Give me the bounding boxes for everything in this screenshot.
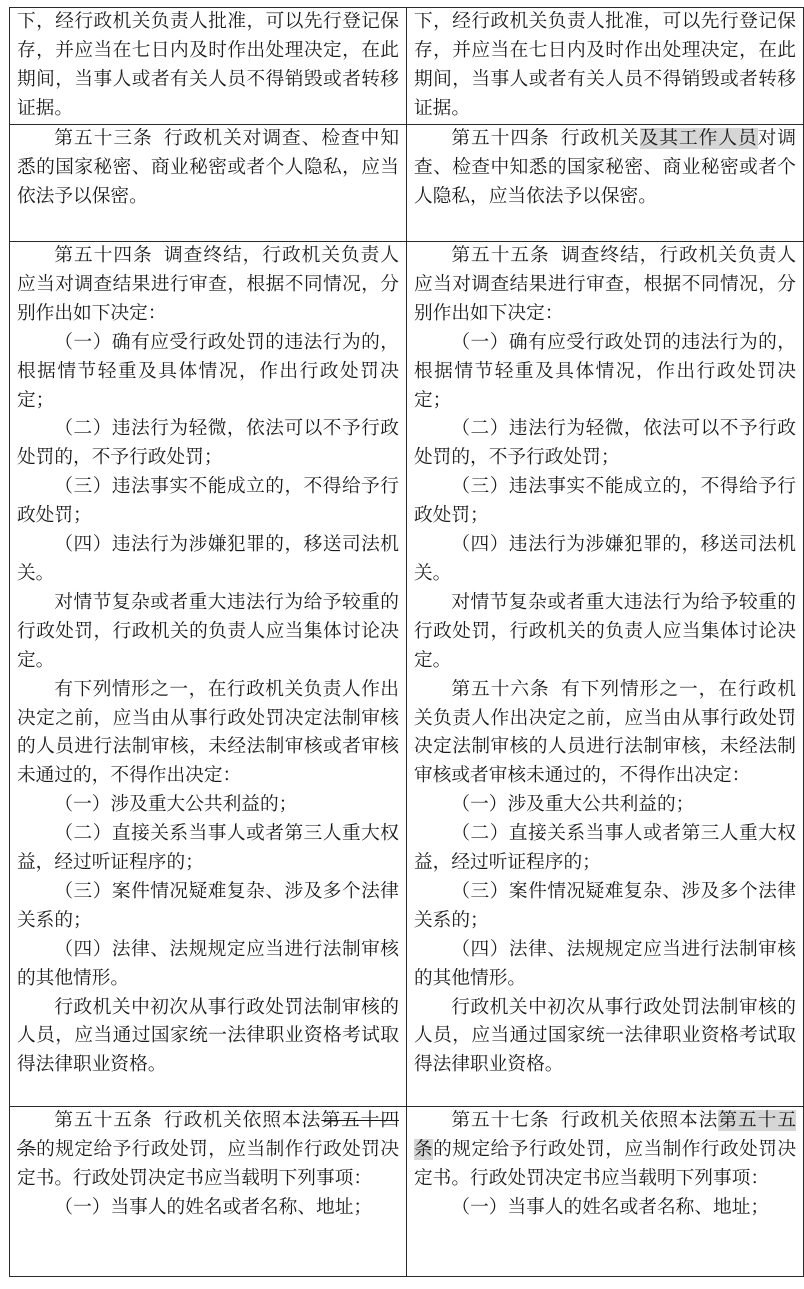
article-paragraph [414,1107,796,1194]
article-text: 行政机关依照本法 [163,1110,322,1131]
list-item: （二）违法行为轻微，依法可以不予行政处罚的，不予行政处罚； [414,418,796,469]
list-item: （一）确有应受行政处罚的违法行为的，根据情节轻重及具体情况，作出行政处罚决定； [17,331,399,411]
added-text-highlight: 及其工作人员 [639,128,758,149]
paragraph: 对情节复杂或者重大违法行为给予较重的行政处罚，行政机关的负责人应当集体讨论决定。 [17,591,399,671]
list-item: （四）法律、法规规定应当进行法制审核的其他情形。 [414,938,796,989]
old-text-cell [10,242,407,1107]
article-number: 第五十五条 [54,1110,153,1131]
added-text-highlight: 第五十五条 [414,1110,797,1160]
article-text: 的规定给予行政处罚，应当制作行政处罚决定书。行政处罚决定书应当载明下列事项： [17,1138,400,1189]
article-text: 调查终结，行政机关负责人应当对调查结果进行审查，根据不同情况，分别作出如下决定： [17,245,400,324]
article-paragraph [17,125,399,212]
list-item: （一）涉及重大公共利益的； [451,794,695,816]
list-item: （一）涉及重大公共利益的； [54,794,298,816]
table-row [10,1107,804,1277]
paragraph: 下，经行政机关负责人批准，可以先行登记保存，并应当在七日内及时作出处理决定，在此期间，当事人或者有关人员不得销毁或者转移证据。 [17,11,399,119]
paragraph: 对情节复杂或者重大违法行为给予较重的行政处罚，行政机关的负责人应当集体讨论决定。 [414,591,796,671]
article-text: 的规定给予行政处罚，应当制作行政处罚决定书。行政处罚决定书应当载明下列事项： [414,1138,797,1189]
new-text-cell [407,125,804,242]
old-text-cell [10,8,407,125]
new-text-cell [407,1107,804,1277]
article-number: 第五十三条 [54,128,153,149]
new-text-cell [407,242,804,1107]
table-row [10,125,804,242]
article-paragraph [17,242,399,329]
list-item: （一）确有应受行政处罚的违法行为的，根据情节轻重及具体情况，作出行政处罚决定； [414,331,796,411]
new-text-cell [407,8,804,125]
article-text: 行政机关 [560,128,640,149]
list-item: （三）违法事实不能成立的，不得给予行政处罚； [17,476,399,527]
list-item: （二）直接关系当事人或者第三人重大权益，经过听证程序的； [414,823,796,874]
article-paragraph [414,676,796,792]
article-text: 有下列情形之一，在行政机关负责人作出决定之前，应当由从事行政处罚决定法制审核的人员进行法制审核，未经法制审核或者审核未通过的，不得作出决定： [414,678,797,787]
article-paragraph [17,1107,399,1194]
list-item: （二）违法行为轻微，依法可以不予行政处罚的，不予行政处罚； [17,418,399,469]
article-text: 行政机关对调查、检查中知悉的国家秘密、商业秘密或者个人隐私，应当依法予以保密。 [17,128,400,207]
list-item: （四）违法行为涉嫌犯罪的，移送司法机关。 [17,534,399,584]
list-item: （一）当事人的姓名或者名称、地址； [451,1196,770,1218]
list-item: （二）直接关系当事人或者第三人重大权益，经过听证程序的； [17,823,399,874]
list-item: （三）案件情况疑难复杂、涉及多个法律关系的； [414,880,796,931]
article-text: 对调查、检查中知悉的国家秘密、商业秘密或者个人隐私，应当依法予以保密。 [414,128,797,207]
article-number: 第五十七条 [451,1110,550,1131]
list-item: （三）违法事实不能成立的，不得给予行政处罚； [414,476,796,527]
list-item: （四）违法行为涉嫌犯罪的，移送司法机关。 [414,534,796,584]
article-number: 第五十六条 [451,678,550,700]
article-text: 行政机关依照本法 [560,1110,719,1131]
article-number: 第五十四条 [451,128,550,149]
article-paragraph [414,242,796,329]
article-number: 第五十四条 [54,245,153,266]
table-row [10,8,804,125]
table-row [10,242,804,1107]
article-text: 调查终结，行政机关负责人应当对调查结果进行审查，根据不同情况，分别作出如下决定： [414,245,797,324]
list-item: （四）法律、法规规定应当进行法制审核的其他情形。 [17,938,399,989]
paragraph: 行政机关中初次从事行政处罚法制审核的人员，应当通过国家统一法律职业资格考试取得法律职业资格。 [414,996,796,1076]
article-number: 第五十五条 [451,245,550,266]
deleted-text-strikethrough: 第五十四条 [17,1110,400,1160]
article-paragraph [414,125,796,212]
paragraph: 行政机关中初次从事行政处罚法制审核的人员，应当通过国家统一法律职业资格考试取得法律职业资格。 [17,996,399,1076]
old-text-cell [10,125,407,242]
paragraph: 下，经行政机关负责人批准，可以先行登记保存，并应当在七日内及时作出处理决定，在此期间，当事人或者有关人员不得销毁或者转移证据。 [414,11,796,119]
list-item: （一）当事人的姓名或者名称、地址； [54,1196,373,1218]
paragraph: 有下列情形之一，在行政机关负责人作出决定之前，应当由从事行政处罚决定法制审核的人员进行法制审核，未经法制审核或者审核未通过的，不得作出决定： [17,678,399,787]
comparison-table [9,7,804,1277]
list-item: （三）案件情况疑难复杂、涉及多个法律关系的； [17,880,399,931]
old-text-cell [10,1107,407,1277]
